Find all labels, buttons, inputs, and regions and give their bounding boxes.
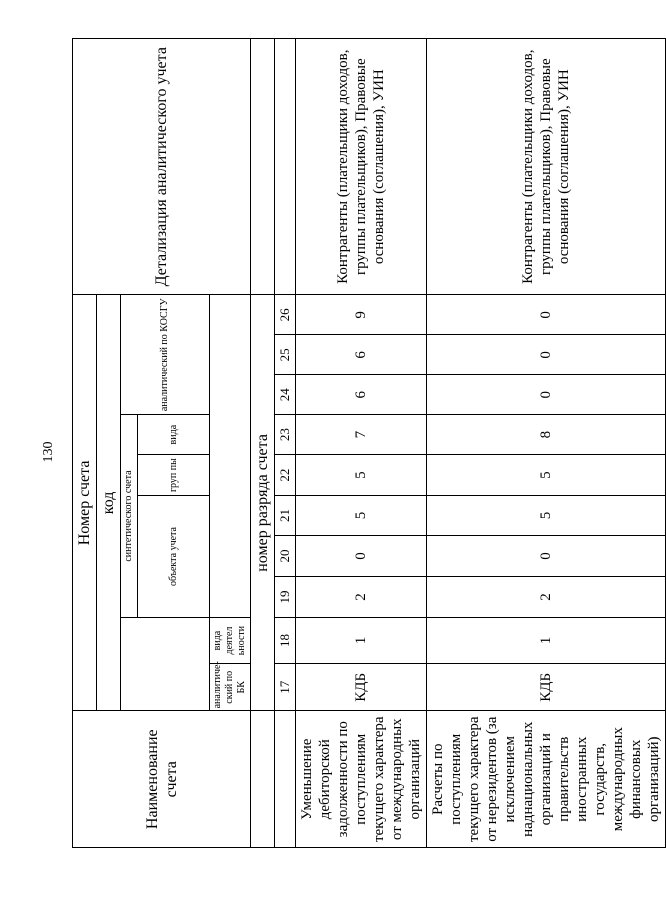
row-2-digit-23: 8 xyxy=(427,415,666,455)
digit-19: 19 xyxy=(275,576,296,617)
account-table xyxy=(72,38,666,848)
row-1-detail: Контрагенты (плательщики доходов, группы плательщиков), Правовые основания (соглашения), УИН xyxy=(296,39,427,295)
header-analytic-bk: аналитический по БК xyxy=(210,664,251,711)
digit-24: 24 xyxy=(275,375,296,415)
digit-25: 25 xyxy=(275,335,296,375)
table-row xyxy=(427,39,666,848)
row-1-digit-26: 9 xyxy=(296,295,427,335)
header-code: код xyxy=(97,295,121,711)
digit-17: 17 xyxy=(275,664,296,711)
row-1-name: Уменьшение дебиторской задолженности по поступлениям текущего характера от международных организаций xyxy=(296,711,427,848)
digit-26: 26 xyxy=(275,295,296,335)
digit-21: 21 xyxy=(275,496,296,536)
header-account-number: Номер счета xyxy=(73,295,97,711)
header-synthetic: синтетического счета xyxy=(121,415,138,618)
row-1-bk: КДБ xyxy=(296,664,427,711)
row-2-bk: КДБ xyxy=(427,664,666,711)
page-number: 130 xyxy=(41,441,56,463)
header-group: груп пы xyxy=(138,455,210,496)
header-blank xyxy=(121,617,210,710)
rotated-table-container xyxy=(72,38,662,848)
row-1-digit-24: 6 xyxy=(296,375,427,415)
row-2-digit-25: 0 xyxy=(427,335,666,375)
row-1-digit-18: 1 xyxy=(296,617,427,663)
row-1-digit-22: 5 xyxy=(296,455,427,496)
digit-22: 22 xyxy=(275,455,296,496)
header-kind: вида xyxy=(138,415,210,455)
header-activity: вида деятел ьности xyxy=(210,617,251,663)
row-1-digit-25: 6 xyxy=(296,335,427,375)
row-2-digit-24: 0 xyxy=(427,375,666,415)
header-analytic-detail: Детализация аналитического учета xyxy=(73,39,251,295)
row-2-digit-21: 5 xyxy=(427,496,666,536)
row-1-digit-23: 7 xyxy=(296,415,427,455)
header-object: объекта учета xyxy=(138,496,210,618)
digit-20: 20 xyxy=(275,536,296,577)
header-kosgu: аналитический по КОСГУ xyxy=(121,295,210,415)
row-1-digit-20: 0 xyxy=(296,536,427,577)
row-2-name: Расчеты по поступлениям текущего характера от нерезидентов (за исключением наднациональных организаций и правительств иностранных государств, международных финансовых организаций) xyxy=(427,711,666,848)
row-2-detail: Контрагенты (плательщики доходов, группы плательщиков), Правовые основания (соглашения), УИН xyxy=(427,39,666,295)
row-2-digit-22: 5 xyxy=(427,455,666,496)
row-1-digit-19: 2 xyxy=(296,576,427,617)
header-digit-number: номер разряда счета xyxy=(251,295,275,711)
header-account-name: Наименование счета xyxy=(73,711,251,848)
table-row xyxy=(296,39,427,848)
digit-23: 23 xyxy=(275,415,296,455)
row-2-digit-26: 0 xyxy=(427,295,666,335)
row-2-digit-20: 0 xyxy=(427,536,666,577)
row-1-digit-21: 5 xyxy=(296,496,427,536)
row-2-digit-19: 2 xyxy=(427,576,666,617)
row-2-digit-18: 1 xyxy=(427,617,666,663)
digit-18: 18 xyxy=(275,617,296,663)
